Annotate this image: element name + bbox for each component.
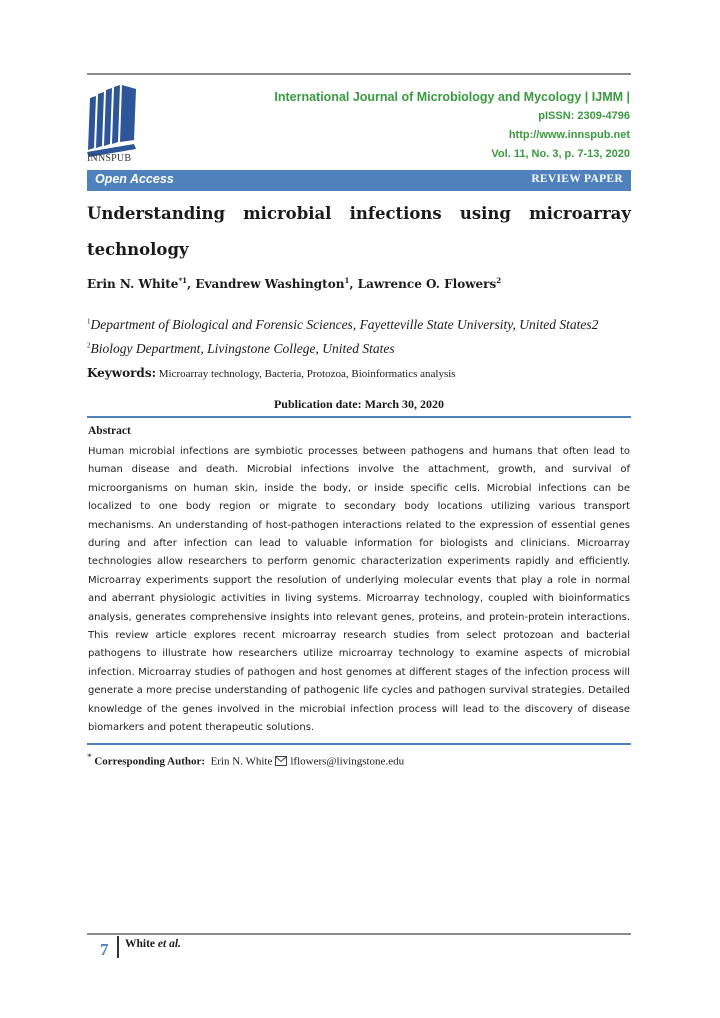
author-list bbox=[87, 276, 501, 291]
journal-info bbox=[274, 88, 630, 164]
publisher-name: INNSPUB bbox=[87, 153, 132, 164]
corresponding-label: Corresponding Author: bbox=[94, 755, 206, 768]
running-head bbox=[125, 938, 181, 950]
author-separator: , bbox=[349, 277, 358, 291]
envelope-icon bbox=[275, 756, 287, 766]
title-line-2: technology bbox=[87, 240, 189, 259]
abstract-heading: Abstract bbox=[88, 425, 131, 437]
author-name: Erin N. White bbox=[87, 277, 179, 291]
keywords-label: Keywords: bbox=[87, 366, 157, 380]
title-word: infections bbox=[349, 204, 442, 223]
corresponding-star: * bbox=[87, 752, 92, 762]
affiliation-2 bbox=[87, 341, 395, 357]
author-name: Lawrence O. Flowers bbox=[357, 277, 497, 291]
author-affiliation-mark: 2 bbox=[496, 276, 502, 285]
paper-type-label: REVIEW PAPER bbox=[531, 173, 623, 185]
corresponding-name: Erin N. White bbox=[210, 755, 273, 768]
running-etal: et al. bbox=[157, 938, 181, 950]
footer-separator bbox=[117, 936, 119, 958]
journal-title: International Journal of Microbiology and Mycology | IJMM | bbox=[274, 90, 630, 104]
divider bbox=[87, 416, 631, 418]
keywords-list: Microarray technology, Bacteria, Protozoa, Bioinformatics analysis bbox=[158, 368, 456, 380]
abstract-text: Human microbial infections are symbiotic processes between pathogens and humans that often lead to human disease and death. Microbial infections involve the attachment, growth, and survival of microorganisms on human skin, inside the body, or inside specific cells. Microbial infections can be localized to one body region or migrate to secondary body locations utilizing various transport mechanisms. An understanding of host-pathogen interactions related to the expression of essential genes during and after infection can lead to valuable information for biologists and clinicians. Microarray technologies allow researchers to perform genomic characterization experiments rapidly and efficiently. Microarray experiments support the resolution of underlying molecular events that play a role in normal and aberrant physiologic activities in living systems. Microarray technology, coupled with bioinformatics analysis, generates comprehensive insights into relevant genes, proteins, and protein-protein interactions. This review article explores recent microarray research studies from select protozoan and bacterial pathogens to illustrate how researchers utilize microarray technology to examine aspects of microbial infection. Microarray studies of pathogen and host genomes at different stages of the infection process will generate a more precise understanding of pathogenic life cycles and pathogen survival strategies. Detailed knowledge of the genes involved in the microbial infection process will lead to the discovery of disease biomarkers and potent therapeutic solutions. bbox=[88, 446, 630, 734]
top-rule bbox=[87, 73, 631, 75]
corresponding-email[interactable]: lflowers@livingstone.edu bbox=[290, 755, 405, 768]
affiliation-mark: 1 bbox=[87, 317, 91, 326]
open-access-label: Open Access bbox=[95, 172, 174, 186]
title-word: using bbox=[459, 204, 511, 223]
running-author: White bbox=[125, 938, 156, 950]
title-word: Understanding bbox=[87, 204, 226, 223]
divider bbox=[87, 743, 631, 745]
journal-volume: Vol. 11, No. 3, p. 7-13, 2020 bbox=[491, 148, 630, 160]
page-number: 7 bbox=[100, 940, 109, 959]
title-word: microarray bbox=[529, 204, 631, 223]
title-line-1 bbox=[87, 196, 631, 232]
affiliation-mark: 2 bbox=[87, 341, 91, 350]
corresponding-author bbox=[87, 752, 404, 768]
open-access-bar bbox=[87, 170, 631, 191]
author-affiliation-mark: *1 bbox=[178, 276, 187, 285]
keywords bbox=[87, 366, 456, 380]
affiliation-text: Department of Biological and Forensic Sciences, Fayetteville State University, United States2 bbox=[90, 317, 599, 332]
journal-url[interactable]: http://www.innspub.net bbox=[508, 129, 630, 141]
author-affiliation-mark: 1 bbox=[344, 276, 350, 285]
footer-rule bbox=[87, 933, 631, 935]
affiliation-1 bbox=[87, 317, 598, 333]
journal-pissn: pISSN: 2309-4796 bbox=[538, 110, 630, 122]
author-name: Evandrew Washington bbox=[195, 277, 345, 291]
publication-date: Publication date: March 30, 2020 bbox=[273, 397, 445, 411]
author-separator: , bbox=[186, 277, 196, 291]
affiliation-text: Biology Department, Livingstone College, United States bbox=[90, 341, 395, 356]
article-title bbox=[87, 196, 631, 268]
title-word: microbial bbox=[243, 204, 332, 223]
